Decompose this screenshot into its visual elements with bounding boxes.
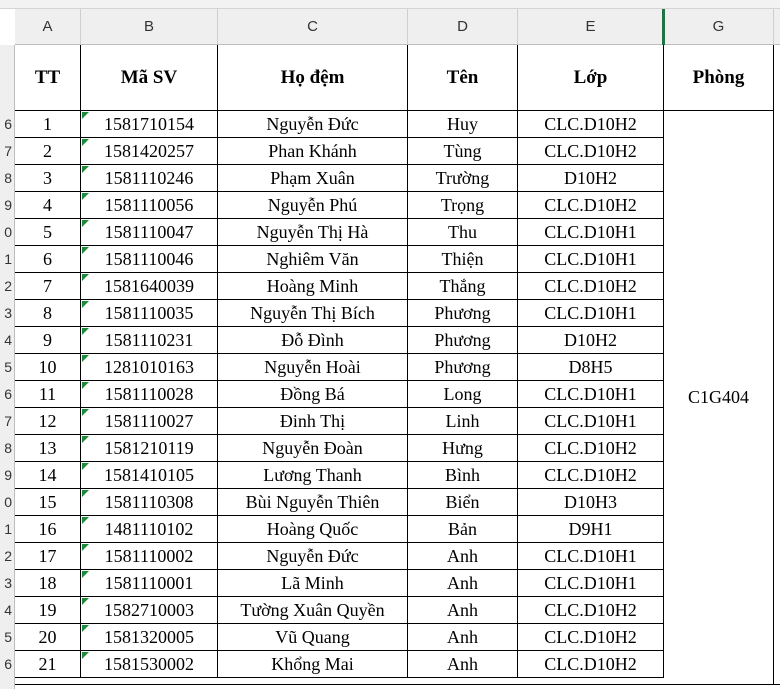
student-id-cell-text: 1581110046 — [104, 248, 194, 269]
tt-cell[interactable] — [15, 489, 81, 516]
given-name-cell-text: Trường — [435, 167, 490, 188]
row-number[interactable]: 4 — [4, 332, 12, 348]
tt-cell-text: 5 — [43, 221, 52, 242]
student-id-cell-text: 1581110001 — [104, 572, 194, 593]
row-number[interactable]: 6 — [4, 386, 12, 402]
surname-cell-text: Đỗ Đình — [281, 329, 344, 350]
surname-cell[interactable] — [218, 219, 408, 246]
tt-cell[interactable] — [15, 246, 81, 273]
class-cell-text: CLC.D10H2 — [544, 599, 637, 620]
tt-cell[interactable] — [15, 435, 81, 462]
student-id-cell[interactable] — [81, 597, 218, 624]
class-cell[interactable] — [518, 165, 664, 192]
student-id-cell-text: 1581420257 — [104, 140, 194, 161]
student-id-cell-text: 1581110231 — [104, 329, 194, 350]
student-id-cell-text: 1581110028 — [104, 383, 194, 404]
number-as-text-warning-icon[interactable] — [82, 193, 89, 200]
tt-cell[interactable] — [15, 408, 81, 435]
header-cell-ma-sv[interactable]: Mã SV — [81, 45, 218, 111]
surname-cell[interactable] — [218, 138, 408, 165]
student-id-cell-text: 1581210119 — [104, 437, 194, 458]
number-as-text-warning-icon[interactable] — [82, 112, 89, 119]
given-name-cell-text: Thiện — [441, 248, 484, 269]
student-id-cell-text: 1581110035 — [104, 302, 194, 323]
class-cell[interactable] — [518, 624, 664, 651]
row-number[interactable]: 6 — [4, 656, 12, 672]
number-as-text-warning-icon[interactable] — [82, 571, 89, 578]
number-as-text-warning-icon[interactable] — [82, 544, 89, 551]
class-cell-text: CLC.D10H2 — [544, 653, 637, 674]
student-id-cell-text: 1581640039 — [104, 275, 194, 296]
class-cell[interactable] — [518, 273, 664, 300]
given-name-cell[interactable] — [408, 624, 518, 651]
tt-cell-text: 15 — [38, 491, 57, 512]
surname-cell[interactable] — [218, 462, 408, 489]
header-cell-ho-dem[interactable]: Họ đệm — [218, 45, 408, 111]
tt-cell-text: 1 — [43, 113, 52, 134]
row-number[interactable]: 3 — [4, 575, 12, 591]
given-name-cell[interactable] — [408, 435, 518, 462]
student-id-cell-text: 1581710154 — [104, 113, 194, 134]
number-as-text-warning-icon[interactable] — [82, 274, 89, 281]
column-header-c[interactable]: C — [218, 9, 408, 45]
merged-room-cell[interactable]: C1G404 — [664, 111, 774, 685]
number-as-text-warning-icon[interactable] — [82, 409, 89, 416]
student-id-cell[interactable] — [81, 489, 218, 516]
column-header-next[interactable] — [774, 9, 780, 45]
class-cell[interactable] — [518, 651, 664, 678]
surname-cell[interactable] — [218, 327, 408, 354]
student-id-cell[interactable] — [81, 516, 218, 543]
row-number[interactable]: 5 — [4, 359, 12, 375]
class-cell[interactable] — [518, 192, 664, 219]
given-name-cell-text: Tùng — [443, 140, 482, 161]
student-id-cell[interactable] — [81, 543, 218, 570]
tt-cell[interactable] — [15, 624, 81, 651]
row-number[interactable]: 5 — [4, 629, 12, 645]
number-as-text-warning-icon[interactable] — [82, 328, 89, 335]
given-name-cell[interactable] — [408, 489, 518, 516]
student-id-cell[interactable] — [81, 408, 218, 435]
student-id-cell-text: 1581410105 — [104, 464, 194, 485]
number-as-text-warning-icon[interactable] — [82, 598, 89, 605]
class-cell[interactable] — [518, 138, 664, 165]
surname-cell[interactable] — [218, 570, 408, 597]
student-id-cell-text: 1281010163 — [104, 356, 194, 377]
class-cell[interactable] — [518, 327, 664, 354]
surname-cell-text: Nguyễn Thị Hà — [256, 221, 369, 242]
class-cell[interactable] — [518, 597, 664, 624]
row-number[interactable]: 7 — [4, 143, 12, 159]
surname-cell-text: Khổng Mai — [271, 653, 354, 674]
student-id-cell[interactable] — [81, 300, 218, 327]
given-name-cell[interactable] — [408, 381, 518, 408]
number-as-text-warning-icon[interactable] — [82, 463, 89, 470]
tt-cell[interactable] — [15, 543, 81, 570]
student-id-cell[interactable] — [81, 111, 218, 138]
given-name-cell-text: Bình — [444, 464, 480, 485]
surname-cell[interactable] — [218, 246, 408, 273]
given-name-cell-text: Thắng — [439, 275, 486, 296]
row-number[interactable]: 0 — [4, 494, 12, 510]
tt-cell-text: 8 — [43, 302, 52, 323]
class-cell[interactable] — [518, 381, 664, 408]
surname-cell[interactable] — [218, 597, 408, 624]
surname-cell-text: Tường Xuân Quyền — [240, 599, 385, 620]
student-id-cell[interactable] — [81, 462, 218, 489]
student-id-cell-text: 1581110027 — [104, 410, 194, 431]
number-as-text-warning-icon[interactable] — [82, 247, 89, 254]
surname-cell-text: Nguyễn Hoài — [264, 356, 361, 377]
given-name-cell-text: Phương — [434, 302, 491, 323]
student-id-cell[interactable] — [81, 435, 218, 462]
number-as-text-warning-icon[interactable] — [82, 166, 89, 173]
tt-cell-text: 3 — [43, 167, 52, 188]
class-cell-text: CLC.D10H2 — [544, 113, 637, 134]
number-as-text-warning-icon[interactable] — [82, 382, 89, 389]
tt-cell[interactable] — [15, 327, 81, 354]
column-header-g[interactable]: G — [664, 9, 774, 45]
class-cell[interactable] — [518, 435, 664, 462]
student-id-cell[interactable] — [81, 219, 218, 246]
student-id-cell[interactable] — [81, 246, 218, 273]
class-cell[interactable] — [518, 219, 664, 246]
student-id-cell-text: 1581110047 — [104, 221, 194, 242]
surname-cell-text: Nguyễn Đức — [266, 113, 359, 134]
tt-cell[interactable] — [15, 651, 81, 678]
surname-cell[interactable] — [218, 165, 408, 192]
given-name-cell-text: Linh — [445, 410, 480, 431]
surname-cell-text: Đồng Bá — [280, 383, 345, 404]
tt-cell-text: 19 — [38, 599, 57, 620]
row-number[interactable]: 3 — [4, 305, 12, 321]
class-cell-text: CLC.D10H1 — [544, 221, 637, 242]
column-header-a[interactable]: A — [15, 9, 81, 45]
given-name-cell[interactable] — [408, 219, 518, 246]
surname-cell[interactable] — [218, 435, 408, 462]
tt-cell-text: 2 — [43, 140, 52, 161]
row-number[interactable]: 2 — [4, 548, 12, 564]
given-name-cell-text: Bản — [448, 518, 477, 539]
surname-cell[interactable] — [218, 516, 408, 543]
tt-cell-text: 9 — [43, 329, 52, 350]
student-id-cell-text: 1581110002 — [104, 545, 194, 566]
class-cell[interactable] — [518, 408, 664, 435]
given-name-cell[interactable] — [408, 246, 518, 273]
given-name-cell[interactable] — [408, 543, 518, 570]
class-cell-text: CLC.D10H2 — [544, 275, 637, 296]
student-id-cell[interactable] — [81, 624, 218, 651]
row-number[interactable]: 9 — [4, 197, 12, 213]
given-name-cell[interactable] — [408, 570, 518, 597]
student-id-cell-text: 1581530002 — [104, 653, 194, 674]
given-name-cell[interactable] — [408, 462, 518, 489]
student-id-cell[interactable] — [81, 651, 218, 678]
class-cell[interactable] — [518, 489, 664, 516]
row-number[interactable]: 7 — [4, 413, 12, 429]
surname-cell[interactable] — [218, 489, 408, 516]
given-name-cell[interactable] — [408, 192, 518, 219]
row-number[interactable]: 1 — [4, 251, 12, 267]
class-cell[interactable] — [518, 354, 664, 381]
class-cell[interactable] — [518, 516, 664, 543]
given-name-cell[interactable] — [408, 300, 518, 327]
class-cell[interactable] — [518, 111, 664, 138]
column-header-e[interactable]: E — [518, 9, 664, 45]
surname-cell[interactable] — [218, 273, 408, 300]
class-cell-text: CLC.D10H1 — [544, 545, 637, 566]
tt-cell-text: 13 — [38, 437, 57, 458]
given-name-cell-text: Phương — [434, 329, 491, 350]
number-as-text-warning-icon[interactable] — [82, 301, 89, 308]
given-name-cell-text: Trọng — [440, 194, 485, 215]
number-as-text-warning-icon[interactable] — [82, 490, 89, 497]
surname-cell-text: Lã Minh — [281, 572, 344, 593]
class-cell-text: CLC.D10H2 — [544, 464, 637, 485]
student-id-cell[interactable] — [81, 354, 218, 381]
surname-cell[interactable] — [218, 624, 408, 651]
tt-cell[interactable] — [15, 300, 81, 327]
student-id-cell[interactable] — [81, 273, 218, 300]
class-cell[interactable] — [518, 543, 664, 570]
header-cell-lop[interactable]: Lớp — [518, 45, 664, 111]
class-cell-text: CLC.D10H1 — [544, 383, 637, 404]
row-number[interactable]: 0 — [4, 224, 12, 240]
student-id-cell[interactable] — [81, 327, 218, 354]
class-cell-text: CLC.D10H2 — [544, 437, 637, 458]
class-cell[interactable] — [518, 300, 664, 327]
tt-cell[interactable] — [15, 462, 81, 489]
surname-cell[interactable] — [218, 543, 408, 570]
tt-cell-text: 14 — [38, 464, 57, 485]
student-id-cell[interactable] — [81, 165, 218, 192]
column-header-d[interactable]: D — [408, 9, 518, 45]
surname-cell-text: Hoàng Minh — [266, 275, 359, 296]
number-as-text-warning-icon[interactable] — [82, 517, 89, 524]
class-cell-text: D9H1 — [568, 518, 613, 539]
student-id-cell-text: 1581110308 — [104, 491, 194, 512]
tt-cell[interactable] — [15, 516, 81, 543]
surname-cell-text: Lương Thanh — [263, 464, 362, 485]
number-as-text-warning-icon[interactable] — [82, 625, 89, 632]
tt-cell[interactable] — [15, 381, 81, 408]
class-cell-text: CLC.D10H1 — [544, 248, 637, 269]
hidden-column-indicator — [662, 9, 665, 45]
given-name-cell-text: Anh — [447, 545, 478, 566]
given-name-cell-text: Huy — [447, 113, 478, 134]
surname-cell[interactable] — [218, 381, 408, 408]
row-number-column — [0, 45, 15, 689]
class-cell[interactable] — [518, 570, 664, 597]
given-name-cell-text: Phương — [434, 356, 491, 377]
class-cell-text: CLC.D10H1 — [544, 572, 637, 593]
number-as-text-warning-icon[interactable] — [82, 139, 89, 146]
formula-bar-strip — [0, 0, 780, 9]
class-cell-text: CLC.D10H2 — [544, 140, 637, 161]
surname-cell-text: Hoàng Quốc — [266, 518, 359, 539]
surname-cell[interactable] — [218, 408, 408, 435]
class-cell-text: D10H2 — [564, 167, 617, 188]
given-name-cell-text: Anh — [447, 599, 478, 620]
surname-cell[interactable] — [218, 111, 408, 138]
row-number[interactable]: 8 — [4, 440, 12, 456]
tt-cell[interactable] — [15, 570, 81, 597]
tt-cell[interactable] — [15, 354, 81, 381]
student-id-cell[interactable] — [81, 138, 218, 165]
tt-cell-text: 7 — [43, 275, 52, 296]
given-name-cell[interactable] — [408, 273, 518, 300]
student-id-cell[interactable] — [81, 570, 218, 597]
tt-cell-text: 18 — [38, 572, 57, 593]
student-id-cell[interactable] — [81, 192, 218, 219]
surname-cell-text: Nguyễn Đoàn — [262, 437, 363, 458]
surname-cell-text: Nghiêm Văn — [266, 248, 359, 269]
tt-cell[interactable] — [15, 165, 81, 192]
row-number[interactable]: 6 — [4, 116, 12, 132]
row-number[interactable]: 9 — [4, 467, 12, 483]
tt-cell-text: 21 — [38, 653, 57, 674]
student-id-cell-text: 1581110056 — [104, 194, 194, 215]
surname-cell-text: Nguyễn Phú — [267, 194, 358, 215]
partial-next-row — [15, 684, 780, 690]
given-name-cell[interactable] — [408, 165, 518, 192]
tt-cell[interactable] — [15, 273, 81, 300]
student-id-cell-text: 1582710003 — [104, 599, 194, 620]
given-name-cell-text: Hưng — [442, 437, 483, 458]
student-id-cell-text: 1481110102 — [104, 518, 194, 539]
tt-cell-text: 17 — [38, 545, 57, 566]
given-name-cell[interactable] — [408, 408, 518, 435]
tt-cell[interactable] — [15, 219, 81, 246]
student-id-cell[interactable] — [81, 381, 218, 408]
given-name-cell[interactable] — [408, 354, 518, 381]
tt-cell-text: 4 — [43, 194, 52, 215]
surname-cell[interactable] — [218, 300, 408, 327]
row-number[interactable]: 1 — [4, 521, 12, 537]
class-cell-text: D8H5 — [568, 356, 613, 377]
number-as-text-warning-icon[interactable] — [82, 355, 89, 362]
surname-cell-text: Nguyễn Thị Bích — [250, 302, 375, 323]
class-cell[interactable] — [518, 246, 664, 273]
tt-cell-text: 20 — [38, 626, 57, 647]
tt-cell[interactable] — [15, 192, 81, 219]
tt-cell-text: 12 — [38, 410, 57, 431]
class-cell-text: D10H2 — [564, 329, 617, 350]
surname-cell-text: Vũ Quang — [275, 626, 350, 647]
given-name-cell[interactable] — [408, 516, 518, 543]
row-number[interactable]: 8 — [4, 170, 12, 186]
given-name-cell-text: Anh — [447, 626, 478, 647]
number-as-text-warning-icon[interactable] — [82, 436, 89, 443]
surname-cell-text: Phạm Xuân — [270, 167, 355, 188]
class-cell-text: CLC.D10H2 — [544, 626, 637, 647]
given-name-cell[interactable] — [408, 327, 518, 354]
given-name-cell[interactable] — [408, 138, 518, 165]
tt-cell-text: 16 — [38, 518, 57, 539]
row-number[interactable]: 2 — [4, 278, 12, 294]
surname-cell[interactable] — [218, 192, 408, 219]
given-name-cell-text: Long — [443, 383, 482, 404]
class-cell-text: CLC.D10H1 — [544, 410, 637, 431]
student-id-cell-text: 1581320005 — [104, 626, 194, 647]
given-name-cell[interactable] — [408, 597, 518, 624]
header-cell-ten[interactable]: Tên — [408, 45, 518, 111]
surname-cell[interactable] — [218, 651, 408, 678]
class-cell-text: D10H3 — [564, 491, 617, 512]
given-name-cell-text: Thu — [448, 221, 477, 242]
tt-cell[interactable] — [15, 111, 81, 138]
surname-cell-text: Bùi Nguyễn Thiên — [245, 491, 380, 512]
column-header-b[interactable]: B — [81, 9, 218, 45]
class-cell-text: CLC.D10H2 — [544, 194, 637, 215]
header-cell-phong[interactable]: Phòng — [664, 45, 774, 111]
class-cell[interactable] — [518, 462, 664, 489]
class-cell-text: CLC.D10H1 — [544, 302, 637, 323]
given-name-cell-text: Anh — [447, 653, 478, 674]
student-id-cell-text: 1581110246 — [104, 167, 194, 188]
given-name-cell-text: Anh — [447, 572, 478, 593]
tt-cell[interactable] — [15, 138, 81, 165]
tt-cell-text: 11 — [38, 383, 57, 404]
given-name-cell[interactable] — [408, 111, 518, 138]
header-cell-tt[interactable]: TT — [15, 45, 81, 111]
surname-cell-text: Nguyễn Đức — [266, 545, 359, 566]
number-as-text-warning-icon[interactable] — [82, 220, 89, 227]
surname-cell[interactable] — [218, 354, 408, 381]
surname-cell-text: Phan Khánh — [268, 140, 357, 161]
tt-cell-text: 6 — [43, 248, 52, 269]
given-name-cell-text: Biển — [445, 491, 480, 512]
given-name-cell[interactable] — [408, 651, 518, 678]
tt-cell[interactable] — [15, 597, 81, 624]
surname-cell-text: Đinh Thị — [279, 410, 346, 431]
number-as-text-warning-icon[interactable] — [82, 652, 89, 659]
tt-cell-text: 10 — [38, 356, 57, 377]
row-number[interactable]: 4 — [4, 602, 12, 618]
